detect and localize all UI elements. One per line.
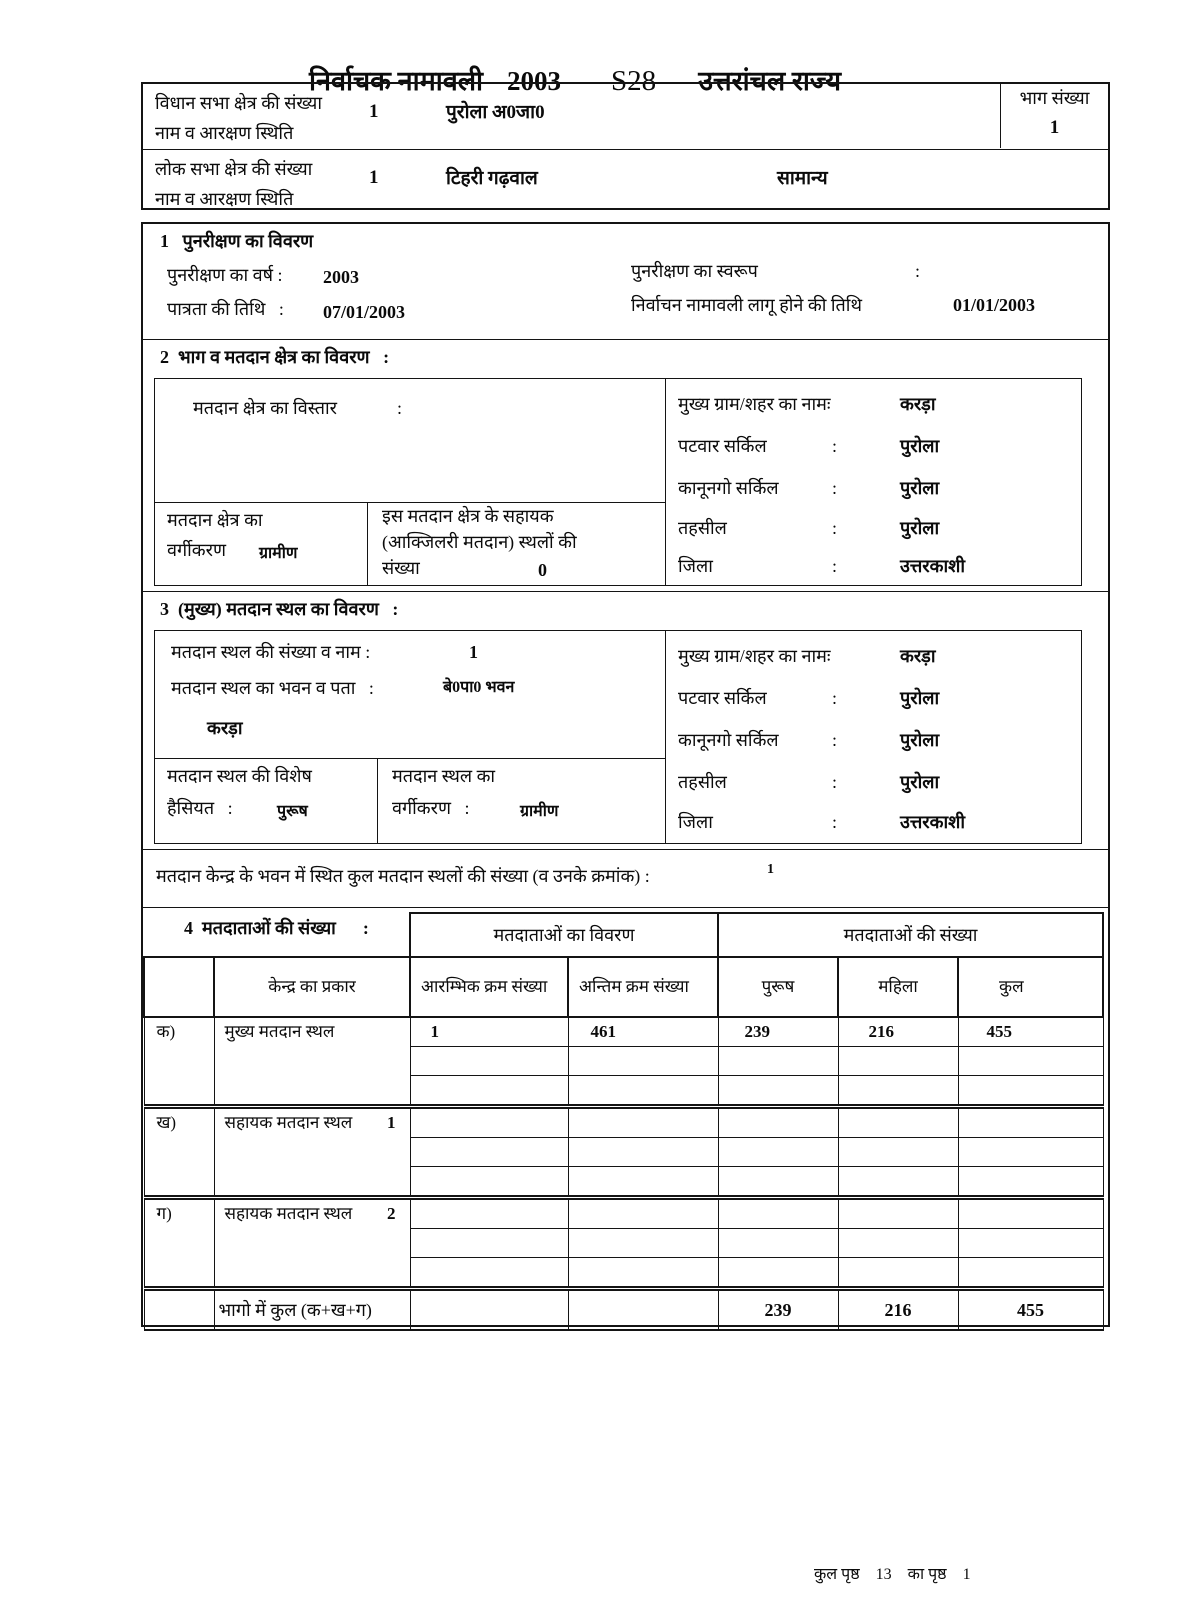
section2-location-pane <box>666 379 1081 585</box>
tehsil-colon: : <box>832 772 838 792</box>
total-female-count: 216 <box>838 1289 958 1331</box>
area-class-value: ग्रामीण <box>259 545 298 562</box>
kanungo-label: कानूनगो सर्किल <box>678 730 779 750</box>
section-part-polling-area <box>143 340 1108 592</box>
parts-total-label: भागो में कुल (क+ख+ग) <box>214 1289 410 1331</box>
eligibility-date-label: पात्रता की तिथि : <box>167 299 284 319</box>
ga-start-serial <box>410 1198 568 1229</box>
district-value: उत्तरकाशी <box>900 812 966 832</box>
group-ka-type <box>214 1017 410 1107</box>
section3-left-bottom-row <box>155 759 665 843</box>
group-ga-marker: ग) <box>144 1198 214 1289</box>
empty-cell <box>410 1047 568 1076</box>
group-ga-row1 <box>144 1198 1103 1229</box>
empty-cell <box>718 1258 838 1289</box>
total-stations-value: 1 <box>767 862 774 877</box>
empty-cell <box>838 1047 958 1076</box>
tehsil-colon: : <box>832 518 838 538</box>
empty-cell <box>410 1229 568 1258</box>
empty-cell <box>410 1138 568 1167</box>
station-building-value: बे0पा0 भवन <box>443 679 515 696</box>
location-row-village <box>666 645 1081 675</box>
section4-heading-cell <box>144 913 410 957</box>
polling-area-extent-cell <box>155 379 665 503</box>
district-value: उत्तरकाशी <box>900 556 966 576</box>
section4-heading: 4 मतदाताओं की संख्या : <box>184 918 369 938</box>
group-ga-type-label: सहायक मतदान स्थल <box>224 1204 353 1223</box>
title-state-code: S28 <box>611 64 657 97</box>
group-ka-type-label: मुख्य मतदान स्थल <box>224 1022 335 1041</box>
station-number-label: मतदान स्थल की संख्या व नाम : <box>171 642 371 662</box>
loksabha-label-line2: नाम व आरक्षण स्थिति <box>155 189 294 209</box>
part-number-cell <box>1000 84 1108 148</box>
ka-start-serial: 1 <box>410 1017 568 1047</box>
section3-location-pane <box>666 631 1081 843</box>
station-name-address-cell <box>155 631 665 759</box>
group-ka-marker: क) <box>144 1017 214 1107</box>
aux-label-line2: (आक्जिलरी मतदान) स्थलों की <box>382 532 577 552</box>
village-value: करड़ा <box>900 394 936 414</box>
total-stations-strip <box>143 850 1108 908</box>
header-end-serial: अन्तिम क्रम संख्या <box>568 957 718 1017</box>
revision-nature-colon: : <box>915 261 921 281</box>
group-kha-type-num: 1 <box>387 1113 396 1132</box>
special-status-value: पुरूष <box>277 803 308 820</box>
section3-left-pane <box>155 631 666 843</box>
assembly-constituency-label <box>155 88 322 148</box>
group-kha-marker: ख) <box>144 1107 214 1198</box>
empty-cell <box>838 1229 958 1258</box>
station-number-value: 1 <box>469 642 478 662</box>
total-male-count: 239 <box>718 1289 838 1331</box>
empty-cell <box>568 1076 718 1107</box>
title-state-name: उत्तरांचल राज्य <box>698 65 842 96</box>
section-main-polling-station <box>143 592 1108 850</box>
group-kha-type-label: सहायक मतदान स्थल <box>224 1113 353 1132</box>
location-row-tehsil <box>666 771 1081 801</box>
area-class-label-line2: वर्गीकरण <box>167 540 227 560</box>
patwar-colon: : <box>832 688 838 708</box>
total-stations-label: मतदान केन्द्र के भवन में स्थित कुल मतदान स्थलों की संख्या (व उनके क्रमांक) : <box>156 866 650 886</box>
extent-colon: : <box>397 398 403 418</box>
parts-total-row <box>144 1289 1103 1331</box>
section2-left-pane <box>155 379 666 585</box>
empty-cell <box>838 1076 958 1107</box>
header-total: कुल <box>958 957 1103 1017</box>
eligibility-date-value: 07/01/2003 <box>323 302 406 322</box>
form-main-box <box>141 222 1110 1327</box>
empty-cell <box>958 1167 1103 1198</box>
header-empty-cell <box>144 957 214 1017</box>
title-year: 2003 <box>507 65 562 96</box>
ka-male-count: 239 <box>718 1017 838 1047</box>
revision-year-value: 2003 <box>323 267 359 287</box>
header-voter-counts: मतदाताओं की संख्या <box>718 913 1103 957</box>
special-status-label-line1: मतदान स्थल की विशेष <box>167 766 312 786</box>
total-end-serial <box>568 1289 718 1331</box>
roll-effective-date-label: निर्वाचन नामावली लागू होने की तिथि <box>631 295 862 315</box>
station-class-value: ग्रामीण <box>520 803 559 820</box>
empty-cell <box>410 1076 568 1107</box>
tehsil-value: पुरोला <box>900 772 940 792</box>
village-label: मुख्य ग्राम/शहर का नामः <box>678 646 831 666</box>
aux-label-line3: संख्या <box>382 558 420 578</box>
location-row-village <box>666 393 1081 423</box>
header-female: महिला <box>838 957 958 1017</box>
kha-total-count <box>958 1107 1103 1138</box>
aux-label-line1: इस मतदान क्षेत्र के सहायक <box>382 506 554 526</box>
special-status-label-line2: हैसियत : <box>167 798 233 818</box>
village-label: मुख्य ग्राम/शहर का नामः <box>678 394 831 414</box>
loksabha-category: सामान्य <box>777 168 828 189</box>
footer-total-pages: 13 <box>875 1566 892 1583</box>
ga-end-serial <box>568 1198 718 1229</box>
assembly-name: पुरोला अ0जा0 <box>446 102 545 123</box>
title-roll-name: निर्वाचक नामावली <box>309 65 484 96</box>
revision-nature-label: पुनरीक्षण का स्वरूप <box>631 261 758 281</box>
station-building-value2: करड़ा <box>207 718 243 738</box>
footer-total-pages-label: कुल पृष्ठ <box>814 1566 860 1583</box>
header-voter-details: मतदाताओं का विवरण <box>410 913 718 957</box>
empty-cell <box>568 1047 718 1076</box>
assembly-constituency-row <box>143 84 1108 150</box>
patwar-colon: : <box>832 436 838 456</box>
location-row-kanungo <box>666 729 1081 759</box>
ka-total-count: 455 <box>958 1017 1103 1047</box>
kha-start-serial <box>410 1107 568 1138</box>
kanungo-colon: : <box>832 478 838 498</box>
loksabha-constituency-row <box>143 150 1108 208</box>
station-class-label-line2: वर्गीकरण : <box>392 798 470 818</box>
table-group-header-row <box>144 913 1103 957</box>
location-row-kanungo <box>666 477 1081 507</box>
empty-cell <box>958 1138 1103 1167</box>
section2-left-bottom-row <box>155 503 665 585</box>
assembly-number: 1 <box>369 101 379 122</box>
section3-inner-box <box>154 630 1082 844</box>
voters-count-table <box>143 912 1104 1331</box>
district-colon: : <box>832 812 838 832</box>
location-row-district <box>666 555 1081 585</box>
village-value: करड़ा <box>900 646 936 666</box>
empty-cell <box>718 1076 838 1107</box>
ka-end-serial: 461 <box>568 1017 718 1047</box>
empty-cell <box>958 1229 1103 1258</box>
footer-page-number: 1 <box>962 1566 971 1583</box>
district-label: जिला <box>678 556 713 576</box>
section1-heading: 1 पुनरीक्षण का विवरण <box>160 231 314 251</box>
section-voters-count <box>143 908 1108 1329</box>
extent-label: मतदान क्षेत्र का विस्तार <box>193 398 338 418</box>
location-row-tehsil <box>666 517 1081 547</box>
location-row-patwar <box>666 687 1081 717</box>
group-ka-row1 <box>144 1017 1103 1047</box>
station-classification-cell <box>378 759 665 843</box>
empty-cell <box>568 1138 718 1167</box>
total-start-serial <box>410 1289 568 1331</box>
group-ga-type <box>214 1198 410 1289</box>
area-class-label-line1: मतदान क्षेत्र का <box>167 510 263 530</box>
section2-heading: 2 भाग व मतदान क्षेत्र का विवरण : <box>160 347 390 367</box>
part-number-value: 1 <box>1049 116 1060 138</box>
station-special-status-cell <box>155 759 378 843</box>
group-kha-row1 <box>144 1107 1103 1138</box>
footer-page-label: का पृष्ठ <box>907 1566 947 1583</box>
kanungo-value: पुरोला <box>900 478 940 498</box>
part-number-label: भाग संख्या <box>1019 88 1090 108</box>
section2-inner-box <box>154 378 1082 586</box>
loksabha-label-line1: लोक सभा क्षेत्र की संख्या <box>155 159 313 179</box>
tehsil-label: तहसील <box>678 518 727 538</box>
ga-female-count <box>838 1198 958 1229</box>
empty-cell <box>838 1258 958 1289</box>
loksabha-name: टिहरी गढ़वाल <box>446 168 538 189</box>
empty-cell <box>144 1289 214 1331</box>
ka-female-count: 216 <box>838 1017 958 1047</box>
empty-cell <box>838 1138 958 1167</box>
roll-effective-date-value: 01/01/2003 <box>953 295 1036 315</box>
header-centre-type: केन्द्र का प्रकार <box>214 957 410 1017</box>
empty-cell <box>718 1229 838 1258</box>
revision-year-label: पुनरीक्षण का वर्ष : <box>167 265 283 285</box>
header-male: पुरूष <box>718 957 838 1017</box>
empty-cell <box>838 1167 958 1198</box>
loksabha-constituency-label <box>155 154 312 214</box>
tehsil-value: पुरोला <box>900 518 940 538</box>
tehsil-label: तहसील <box>678 772 727 792</box>
patwar-value: पुरोला <box>900 688 940 708</box>
empty-cell <box>718 1047 838 1076</box>
empty-cell <box>568 1229 718 1258</box>
table-column-header-row <box>144 957 1103 1017</box>
kanungo-colon: : <box>832 730 838 750</box>
assembly-label-line1: विधान सभा क्षेत्र की संख्या <box>155 93 323 113</box>
district-label: जिला <box>678 812 713 832</box>
ga-total-count <box>958 1198 1103 1229</box>
patwar-value: पुरोला <box>900 436 940 456</box>
empty-cell <box>410 1258 568 1289</box>
empty-cell <box>958 1076 1103 1107</box>
location-row-patwar <box>666 435 1081 465</box>
patwar-label: पटवार सर्किल <box>678 436 767 456</box>
group-ga-type-num: 2 <box>387 1204 396 1223</box>
patwar-label: पटवार सर्किल <box>678 688 767 708</box>
kha-female-count <box>838 1107 958 1138</box>
header-start-serial: आरम्भिक क्रम संख्या <box>410 957 568 1017</box>
ga-male-count <box>718 1198 838 1229</box>
section3-heading: 3 (मुख्य) मतदान स्थल का विवरण : <box>160 599 399 619</box>
constituency-header-table <box>141 82 1110 210</box>
empty-cell <box>958 1258 1103 1289</box>
kha-male-count <box>718 1107 838 1138</box>
kanungo-value: पुरोला <box>900 730 940 750</box>
empty-cell <box>568 1258 718 1289</box>
location-row-district <box>666 811 1081 841</box>
loksabha-number: 1 <box>369 167 379 188</box>
kha-end-serial <box>568 1107 718 1138</box>
district-colon: : <box>832 556 838 576</box>
total-total-count: 455 <box>958 1289 1103 1331</box>
auxiliary-count-cell <box>368 503 665 585</box>
station-building-label: मतदान स्थल का भवन व पता : <box>171 678 374 698</box>
station-class-label-line1: मतदान स्थल का <box>392 766 496 786</box>
empty-cell <box>958 1047 1103 1076</box>
section-revision-details <box>143 224 1108 340</box>
page-footer <box>806 1545 987 1585</box>
empty-cell <box>568 1167 718 1198</box>
empty-cell <box>718 1138 838 1167</box>
aux-count-value: 0 <box>538 560 547 580</box>
kanungo-label: कानूनगो सर्किल <box>678 478 779 498</box>
area-classification-cell <box>155 503 368 585</box>
empty-cell <box>718 1167 838 1198</box>
empty-cell <box>410 1167 568 1198</box>
assembly-label-line2: नाम व आरक्षण स्थिति <box>155 123 294 143</box>
group-kha-type <box>214 1107 410 1198</box>
